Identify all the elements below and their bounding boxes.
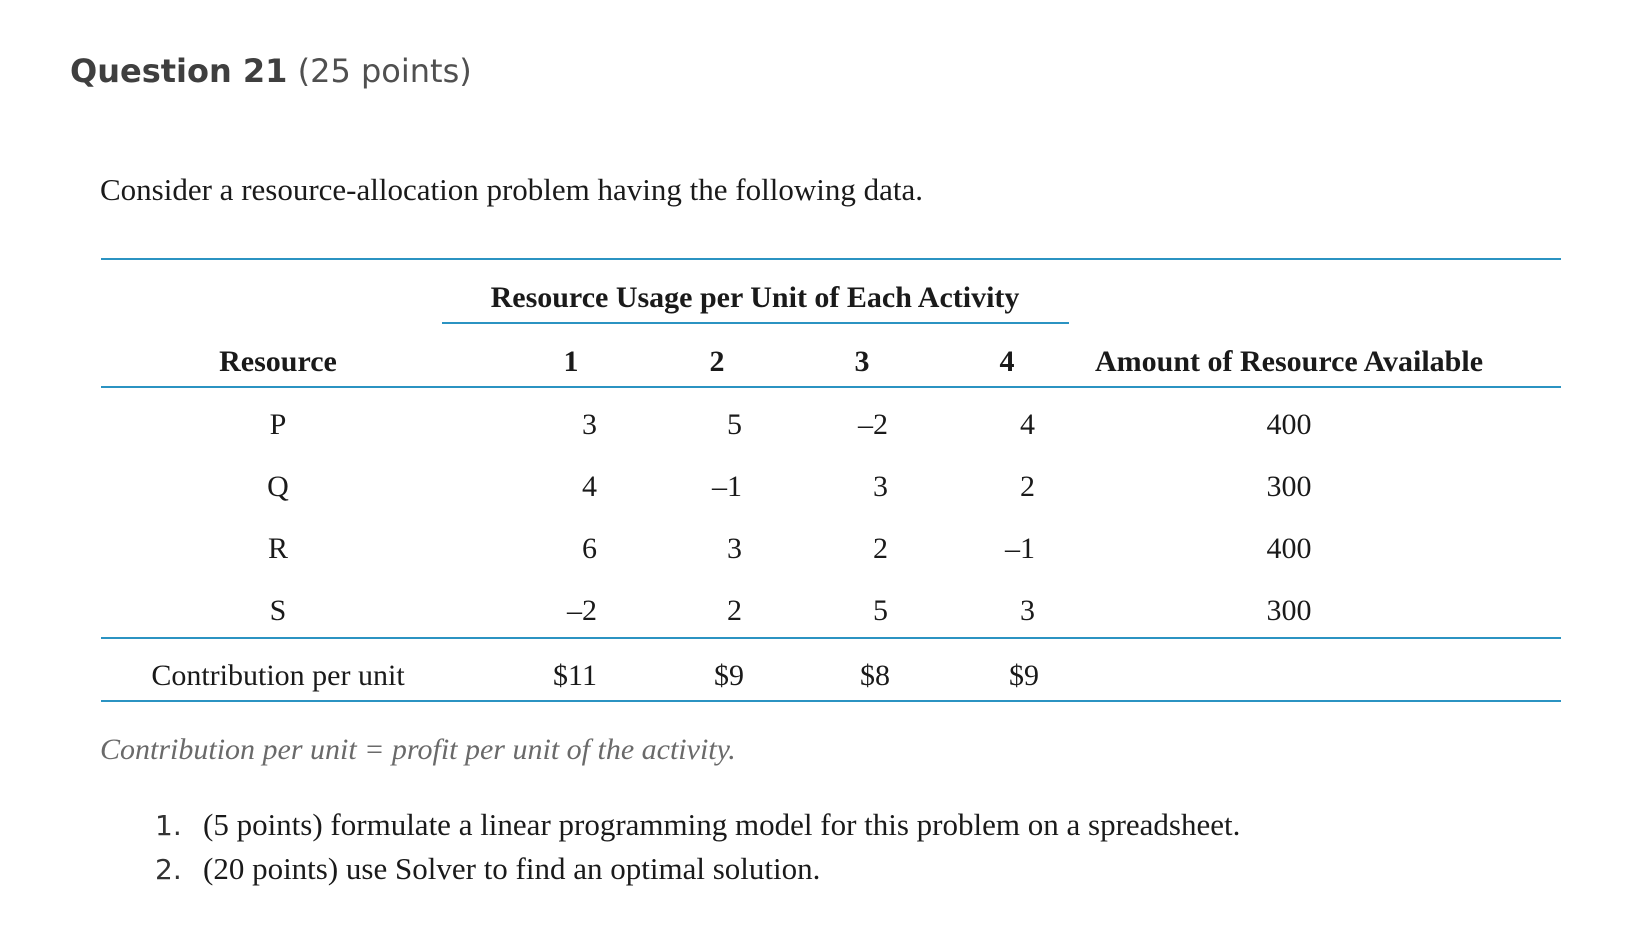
contribution-label: Contribution per unit: [151, 659, 405, 692]
row-q-usage-4: 2: [1020, 470, 1035, 503]
group-header-underline: [442, 322, 1069, 324]
row-s-available: 300: [1266, 594, 1312, 627]
group-header: Resource Usage per Unit of Each Activity: [490, 281, 1020, 314]
row-r-usage-1: 6: [582, 532, 597, 565]
row-r-resource: R: [267, 532, 289, 565]
question-points: (25 points): [297, 52, 472, 90]
question-title: Question 21: [70, 52, 288, 90]
table-bottom-rule: [101, 700, 1561, 702]
row-q-usage-1: 4: [582, 470, 597, 503]
row-r-usage-3: 2: [873, 532, 888, 565]
header-bottom-rule: [101, 386, 1561, 388]
task-text: (20 points) use Solver to find an optimal solution.: [203, 851, 821, 886]
body-bottom-rule: [101, 637, 1561, 639]
col-header-activity-1: 1: [563, 345, 579, 378]
intro-text: Consider a resource-allocation problem having the following data.: [100, 172, 923, 207]
col-header-activity-2: 2: [709, 345, 725, 378]
task-number: 1.: [155, 809, 182, 842]
row-p-available: 400: [1266, 408, 1312, 441]
contribution-activity-1: $11: [553, 659, 597, 692]
row-s-usage-2: 2: [727, 594, 742, 627]
task-list: [155, 807, 1240, 895]
task-text: (5 points) formulate a linear programming model for this problem on a spreadsheet.: [203, 807, 1241, 842]
row-s-usage-3: 5: [873, 594, 888, 627]
table-footnote: Contribution per unit = profit per unit of the activity.: [100, 733, 736, 766]
row-q-usage-3: 3: [873, 470, 888, 503]
task-number: 2.: [155, 853, 182, 886]
row-s-resource: S: [269, 594, 287, 627]
row-q-resource: Q: [267, 470, 289, 503]
row-r-usage-2: 3: [727, 532, 742, 565]
row-s-usage-4: 3: [1020, 594, 1035, 627]
row-p-resource: P: [269, 408, 287, 441]
row-p-usage-4: 4: [1020, 408, 1035, 441]
contribution-activity-2: $9: [714, 659, 744, 692]
row-q-usage-2: –1: [712, 470, 742, 503]
row-r-usage-4: –1: [1005, 532, 1035, 565]
col-header-activity-4: 4: [999, 345, 1015, 378]
row-p-usage-1: 3: [582, 408, 597, 441]
question-header: [70, 52, 472, 90]
row-r-available: 400: [1266, 532, 1312, 565]
col-header-resource: Resource: [219, 345, 337, 378]
row-p-usage-3: –2: [858, 408, 888, 441]
col-header-activity-3: 3: [854, 345, 870, 378]
table-top-rule: [101, 258, 1561, 260]
row-p-usage-2: 5: [727, 408, 742, 441]
row-q-available: 300: [1266, 470, 1312, 503]
col-header-available: Amount of Resource Available: [1094, 345, 1484, 378]
row-s-usage-1: –2: [567, 594, 597, 627]
list-item: [155, 851, 1240, 895]
contribution-activity-4: $9: [1009, 659, 1039, 692]
list-item: [155, 807, 1240, 851]
contribution-activity-3: $8: [860, 659, 890, 692]
